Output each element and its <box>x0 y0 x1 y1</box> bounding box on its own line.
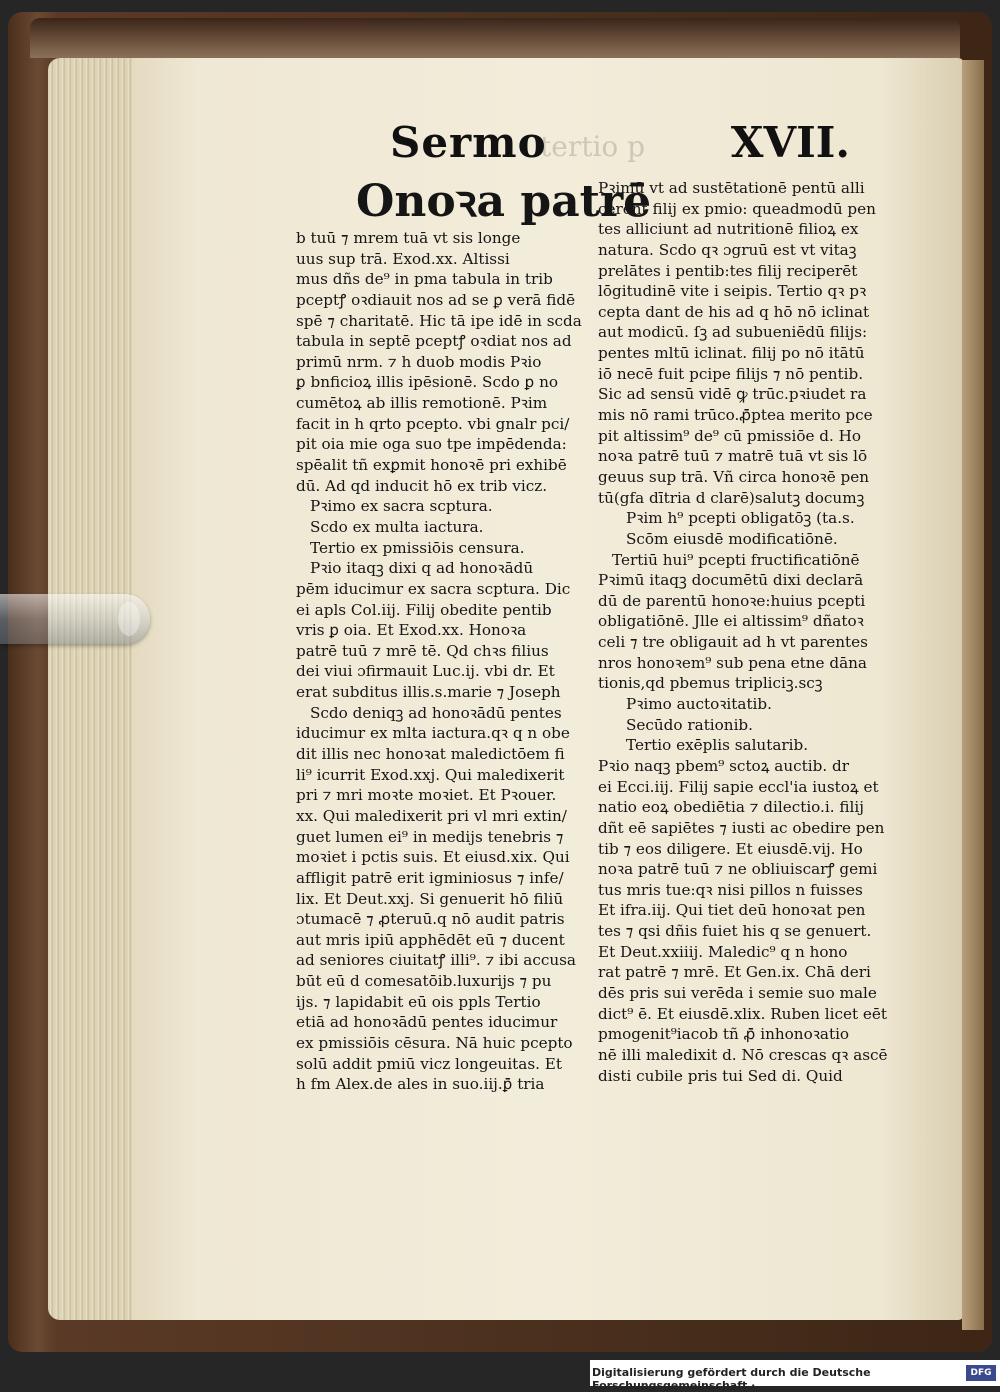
text-line: lōgitudinē vite i seipis. Tertio qꝛ pꝛ <box>598 282 867 301</box>
text-line: cerent filij ex pmio: queadmodū pen <box>598 199 876 218</box>
header-numeral: XVII. <box>730 118 850 167</box>
text-line: būt eū d comesatōib.luxurijs ⁊ pu <box>296 972 552 991</box>
text-line: iō necē fuit pcipe filijs ⁊ nō pentib. <box>598 364 864 383</box>
text-line: dit illis nec honoꝛat maledictōem fi <box>296 745 565 764</box>
text-line: affligit patrē erit igminiosus ⁊ infe/ <box>296 868 564 887</box>
header-sermo: Sermo <box>390 118 547 167</box>
running-header <box>380 118 850 178</box>
facing-page-edge <box>962 60 984 1330</box>
text-line: Onoꝛa patrē <box>356 176 652 227</box>
text-line: pceptꝭ oꝛdiauit nos ad se ꝑ verā fidē <box>296 290 576 309</box>
text-line: cumētoꝝ ab illis remotionē. Pꝛim <box>296 394 548 413</box>
text-line: dū. Ad qd inducit hō ex trib vicz. <box>296 476 548 495</box>
text-line: Tertio ex pmissiōis censura. <box>310 538 525 557</box>
book-spine-top <box>30 18 960 58</box>
text-line: ad seniores ciuitatꝭ illi⁹. ⁊ ibi accusa <box>296 951 576 970</box>
text-line: iducimur ex mlta iactura.qꝛ q n obe <box>296 724 570 743</box>
text-line: ijs. ⁊ lapidabit eū ois ppls Tertio <box>296 992 541 1011</box>
text-line: cepta dant de his ad q hō nō iclinat <box>598 302 870 321</box>
text-line: Pꝛio naqꝫ pbem⁹ sctoꝝ auctib. dr <box>598 756 849 775</box>
text-line: dū de parentū honoꝛe:huius pcepti <box>598 591 866 610</box>
text-line: pmogenit⁹iacob tñ ꝓ̄ inhonoꝛatio <box>598 1025 850 1044</box>
text-line: Scdo ex multa iactura. <box>310 517 484 536</box>
text-line: patrē tuū ⁊ mrē tē. Qd chꝛs filius <box>296 641 549 660</box>
text-line: primū nrm. ⁊ h duob modis Pꝛio <box>296 352 542 371</box>
text-line: vris ꝑ oia. Et Exod.xx. Honoꝛa <box>296 621 527 640</box>
text-line: prelātes i pentib:tes filij reciperēt <box>598 261 858 280</box>
text-line: tionis,qd pbemus tripliciꝫ.scꝫ <box>598 674 823 693</box>
text-line: Pꝛimū itaqꝫ documētū dixi declarā <box>598 571 864 590</box>
text-line: erat subditus illis.s.marie ⁊ Joseph <box>296 683 561 702</box>
text-line: Et Deut.xxiiij. Maledic⁹ q n hono <box>598 942 848 961</box>
text-line: Sic ad sensū vidē ꝙ trūc.pꝛiudet ra <box>598 385 867 404</box>
text-line: dei viui ɔfirmauit Luc.ij. vbi dr. Et <box>296 662 555 681</box>
text-line: solū addit pmiū vicz longeuitas. Et <box>296 1054 562 1073</box>
text-line: guet lumen ei⁹ in medijs tenebris ⁊ <box>296 827 564 846</box>
glass-page-weight <box>0 594 150 644</box>
text-line: facit in h qrto pcepto. vbi gnalr pci/ <box>296 414 570 433</box>
text-line: Pꝛio itaqꝫ dixi q ad honoꝛādū <box>310 559 534 578</box>
text-line: Tertio exēplis salutarib. <box>626 736 809 755</box>
text-line: xx. Qui maledixerit pri vl mri extin/ <box>296 806 567 825</box>
text-line: noꝛa patrē tuū ⁊ matrē tuā vt sis lō <box>598 447 868 466</box>
text-line: Tertiū hui⁹ pcepti fructificatiōnē <box>612 550 860 569</box>
text-line: Pꝛimū vt ad sustētationē pentū alli <box>598 179 865 197</box>
text-line: Scdo deniqꝫ ad honoꝛādū pentes <box>310 703 562 722</box>
text-line: Pꝛimo ex sacra scptura. <box>310 497 493 516</box>
right-text-column <box>598 178 908 1086</box>
text-line: tib ⁊ eos diligere. Et eiusdē.vij. Ho <box>598 839 863 858</box>
text-line: ɔtumacē ⁊ ꝓteruū.q nō audit patris <box>296 910 565 929</box>
text-line: tū(gfa dītria d clarē)salutꝫ documꝫ <box>598 488 865 507</box>
text-line: Scōm eiusdē modificatiōnē. <box>626 529 838 548</box>
text-line: aut mris ipiū apphēdēt eū ⁊ ducent <box>296 930 565 949</box>
text-line: tus mris tue:qꝛ nisi pillos n fuisses <box>598 880 863 899</box>
text-line: disti cubile pris tui Sed di. Quid <box>598 1066 843 1085</box>
text-line: dict⁹ ē. Et eiusdē.xlix. Ruben licet eēt <box>598 1004 887 1023</box>
text-line: pēm iducimur ex sacra scptura. Dic <box>296 579 571 598</box>
text-line: pit oia mie oga suo tpe impēdenda: <box>296 435 567 454</box>
text-line: noꝛa patrē tuū ⁊ ne obliuiscarꝭ gemi <box>598 860 878 879</box>
text-line: lix. Et Deut.xxj. Si genuerit hō filiū <box>296 889 564 908</box>
text-line: rat patrē ⁊ mrē. Et Gen.ix. Chā deri <box>598 963 871 982</box>
text-line: b tuū ⁊ mrem tuā vt sis longe <box>296 229 521 247</box>
text-line: etiā ad honoꝛādū pentes iducimur <box>296 1013 558 1032</box>
text-line: tes alliciunt ad nutritionē filioꝝ ex <box>598 220 859 239</box>
text-line: natura. Scdo qꝛ ɔgruū est vt vitaꝫ <box>598 240 857 259</box>
text-line: dēs pris sui verēda i semie suo male <box>598 983 877 1002</box>
text-line: natio eoꝝ obediētia ⁊ dilectio.i. filij <box>598 798 864 817</box>
footer-bar <box>590 1360 1000 1392</box>
bleed-through-text: tertio p <box>540 130 646 163</box>
text-line: moꝛiet i pctis suis. Et eiusd.xix. Qui <box>296 848 570 867</box>
text-line: celi ⁊ tre obligauit ad h vt parentes <box>598 633 868 652</box>
text-line: aut modicū. ſꝫ ad subueniēdū filijs: <box>598 323 868 342</box>
text-line: tes ⁊ qsi dñis fuiet his q se genuert. <box>598 922 872 941</box>
text-line: spē ⁊ charitatē. Hic tā ipe idē in scda <box>296 311 582 330</box>
text-line: Et ifra.iij. Qui tiet deū honoꝛat pen <box>598 901 866 920</box>
text-line: Secūdo rationib. <box>626 715 753 734</box>
text-line: ex pmissiōis cēsura. Nā huic pcepto <box>296 1033 573 1052</box>
text-line: pentes mltū iclinat. filij po nō itātū <box>598 344 865 363</box>
text-line: obligatiōnē. Jlle ei altissim⁹ dñatoꝛ <box>598 612 864 631</box>
text-line: ei Ecci.iij. Filij sapie eccl'ia iustoꝝ et <box>598 777 879 796</box>
text-line: mis nō rami trūco.ꝓ̄ptea merito pce <box>598 406 873 425</box>
text-line: pit altissim⁹ de⁹ cū pmissiōe d. Ho <box>598 426 862 445</box>
dfg-logo: DFG <box>966 1365 996 1381</box>
text-line: geuus sup trā. Vñ circa honoꝛē pen <box>598 467 870 486</box>
text-line: h fm Alex.de ales in suo.iij.ꝑ̄ tria <box>296 1075 545 1094</box>
text-line: mus dñs de⁹ in pma tabula in trib <box>296 270 553 289</box>
text-line: nros honoꝛem⁹ sub pena etne dāna <box>598 653 867 672</box>
text-line: ꝑ bnficioꝝ illis ipēsionē. Scdo ꝑ no <box>296 373 559 392</box>
text-line: Pꝛim h⁹ pcepti obligatōꝫ (ta.s. <box>626 509 855 528</box>
text-line: dñt eē sapiētes ⁊ iusti ac obedire pen <box>598 818 885 837</box>
text-line: ei apls Col.iij. Filij obedite pentib <box>296 600 552 619</box>
text-line: li⁹ icurrit Exod.xxj. Qui maledixerit <box>296 765 565 784</box>
text-line: Pꝛimo auctoꝛitatib. <box>626 695 772 714</box>
footer-credit: Digitalisierung gefördert durch die Deutsche Forschungsgemeinschaft · <box>592 1366 871 1392</box>
text-line: pri ⁊ mri moꝛte moꝛiet. Et Pꝛouer. <box>296 786 557 805</box>
text-line: spēalit tñ exꝑmit honoꝛē pri exhibē <box>296 456 567 475</box>
text-line: uus sup trā. Exod.xx. Altissi <box>296 249 510 268</box>
left-text-column <box>296 176 652 1095</box>
text-line: tabula in septē pceptꝭ oꝛdiat nos ad <box>296 332 572 351</box>
text-line: nē illi maledixit d. Nō crescas qꝛ ascē <box>598 1045 888 1064</box>
